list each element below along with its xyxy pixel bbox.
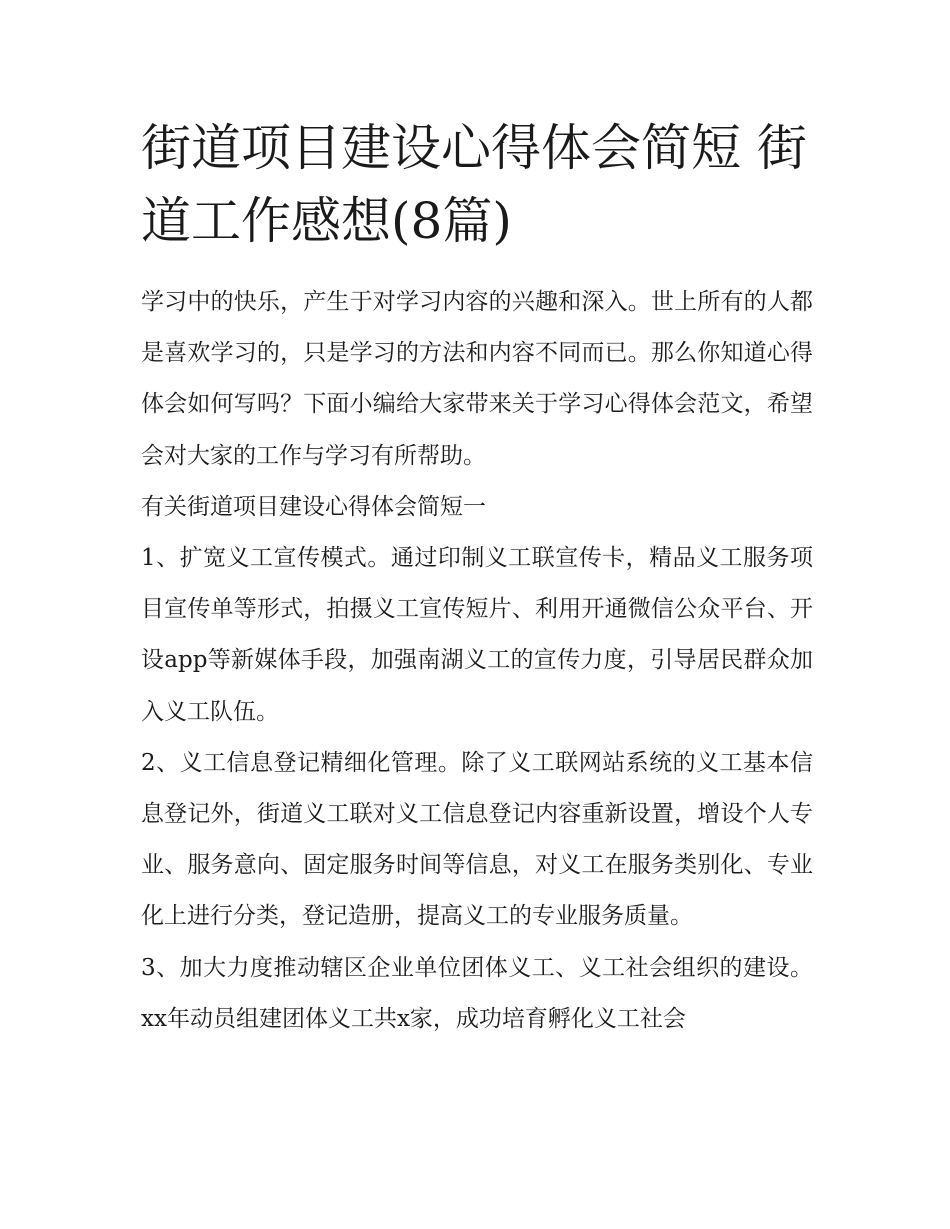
document-title: 街道项目建设心得体会简短 街道工作感想(8篇) xyxy=(141,119,807,250)
paragraph-item-3: 3、加大力度推动辖区企业单位团体义工、义工社会组织的建设。xx年动员组建团体义工共x家，成功培育孵化义工社会 xyxy=(141,954,813,1032)
document-body xyxy=(141,112,813,1045)
paragraph-item-2: 2、义工信息登记精细化管理。除了义工联网站系统的义工基本信息登记外，街道义工联对义工信息登记内容重新设置，增设个人专业、服务意向、固定服务时间等信息，对义工在服务类别化、专业化上进行分类，登记造册，提高义工的专业服务质量。 xyxy=(141,749,813,930)
paragraph-list xyxy=(141,277,813,1045)
section-heading: 有关街道项目建设心得体会简短一 xyxy=(141,493,486,520)
paragraph-item-1: 1、扩宽义工宣传模式。通过印制义工联宣传卡，精品义工服务项目宣传单等形式，拍摄义工宣传短片、利用开通微信公众平台、开设app等新媒体手段，加强南湖义工的宣传力度，引导居民群众加入义工队伍。 xyxy=(141,545,813,725)
paragraph-intro: 学习中的快乐，产生于对学习内容的兴趣和深入。世上所有的人都是喜欢学习的，只是学习的方法和内容不同而已。那么你知道心得体会如何写吗？下面小编给大家带来关于学习心得体会范文，希望会对大家的工作与学习有所帮助。 xyxy=(141,289,813,469)
